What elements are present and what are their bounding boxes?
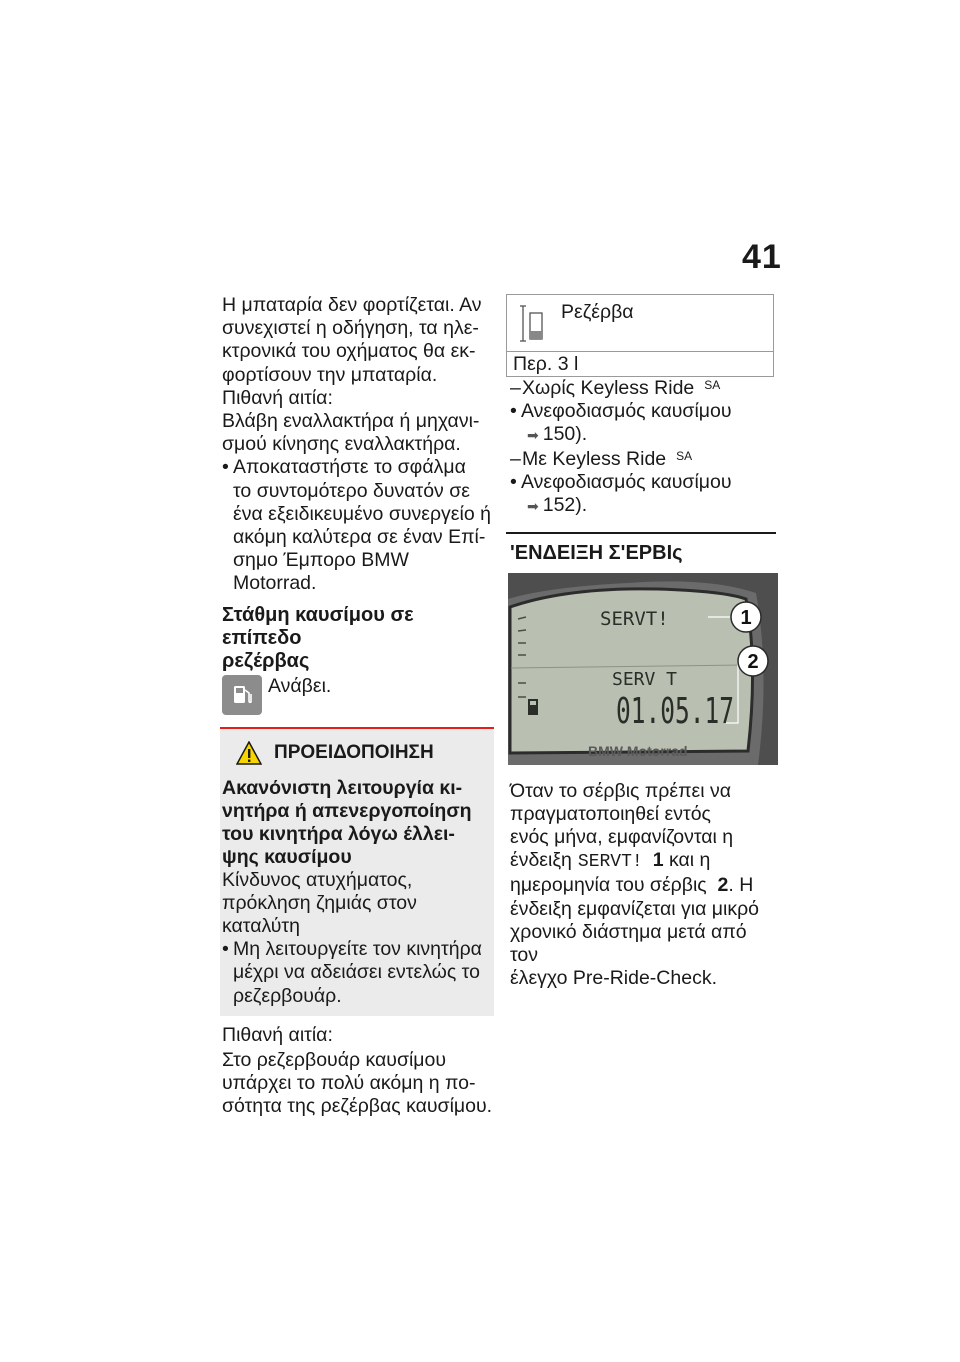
callout-2: 2	[747, 651, 759, 674]
list-item: • Μη λειτουργείτε τον κινητήρα μέχρι να αδειάσει εντελώς το ρεζερβουάρ.	[222, 938, 482, 1007]
cause-label: Πιθανή αιτία:	[222, 386, 333, 409]
warning-risk: Κίνδυνος ατυχήματος, πρόκληση ζημιάς στον καταλύτη	[222, 868, 417, 938]
service-code: SERVT!	[577, 852, 643, 873]
callout-1: 1	[740, 607, 752, 630]
display-brand: BMW Motorrad	[588, 743, 688, 760]
warning-triangle-icon	[236, 741, 262, 765]
fuel-gauge-icon	[519, 303, 547, 345]
right-column	[510, 294, 780, 990]
fuel-pump-icon	[222, 675, 262, 715]
cause-text: Βλάβη εναλλακτήρα ή μηχανι- σμού κίνησης εναλλακτήρα.	[222, 410, 480, 456]
warning-title: ΠΡΟΕΙΔΟΠΟΙΗΣΗ	[236, 741, 494, 765]
cause2-text: Στο ρεζερβουάρ καυσίμου υπάρχει το πολύ ακόμη η πο- σότητα της ρεζέρβας καυσίμου.	[222, 1049, 493, 1118]
display-line1: SERVT!	[600, 608, 669, 631]
page-ref-arrow-icon: ➡	[527, 427, 539, 444]
list-item: • Ανεφοδιασμός καυσίμου ➡ 152).	[510, 471, 780, 518]
list-item: • Ανεφοδιασμός καυσίμου ➡ 150).	[510, 400, 780, 447]
warning-heading: Ακανόνιστη λειτουργία κι- νητήρα ή απενεργοποίηση του κινητήρα λόγω έλλει- ψης καυσίμου	[222, 776, 472, 868]
page-ref-link[interactable]: 150).	[542, 423, 588, 446]
list-item: • Αποκαταστήστε το σφάλμα το συντομότερο δυνατόν σε ένα εξειδικευμένο συνεργείο ή ακόμη καλύτερα σε έναν Επί- σημο Έμπορο BMW Motorrad.	[222, 456, 491, 595]
page-ref-link[interactable]: 152).	[542, 494, 588, 517]
instrument-display-image	[508, 573, 778, 765]
reserve-table	[506, 294, 774, 377]
fuel-status-text: Ανάβει.	[268, 674, 332, 697]
fuel-status-row	[222, 675, 494, 715]
fuel-heading: Στάθμη καυσίμου σε επίπεδο ρεζέρβας	[222, 603, 414, 672]
left-column	[222, 294, 494, 1119]
cause2-label: Πιθανή αιτία:	[222, 1023, 333, 1046]
list-item: – Χωρίς Keyless Ride $^{SA}$	[510, 377, 721, 399]
page-ref-arrow-icon: ➡	[527, 498, 539, 515]
warning-box	[220, 727, 494, 1016]
display-line2: SERV T	[612, 669, 678, 691]
service-paragraph: Όταν το σέρβις πρέπει να πραγματοποιηθεί εντός ενός μήνα, εμφανίζονται η ένδειξη SERVT! 1 και η ημερομηνία του σέρβις 2. Η ένδειξη εμφανίζεται για μικρό χρονικό διάστημα μετά από τον έλεγχο Pre-Ride-Check.	[510, 779, 760, 990]
reserve-title: Ρεζέρβα	[561, 301, 634, 323]
page-number: 41	[742, 238, 782, 276]
display-date: 01.05.17	[616, 691, 734, 733]
list-item: – Με Keyless Ride $^{SA}$	[510, 447, 693, 470]
reserve-value: Περ. 3 l	[513, 353, 579, 375]
battery-paragraph: Η μπαταρία δεν φορτίζεται. Αν συνεχιστεί η οδήγηση, τα ηλε- κτρονικά του οχήματος θα εκ- φορτίσουν την μπαταρία.	[222, 294, 482, 386]
section-divider	[506, 532, 776, 534]
section-heading: 'ΕΝΔΕΙΞΗ Σ'ΕΡΒΙς	[510, 542, 683, 565]
